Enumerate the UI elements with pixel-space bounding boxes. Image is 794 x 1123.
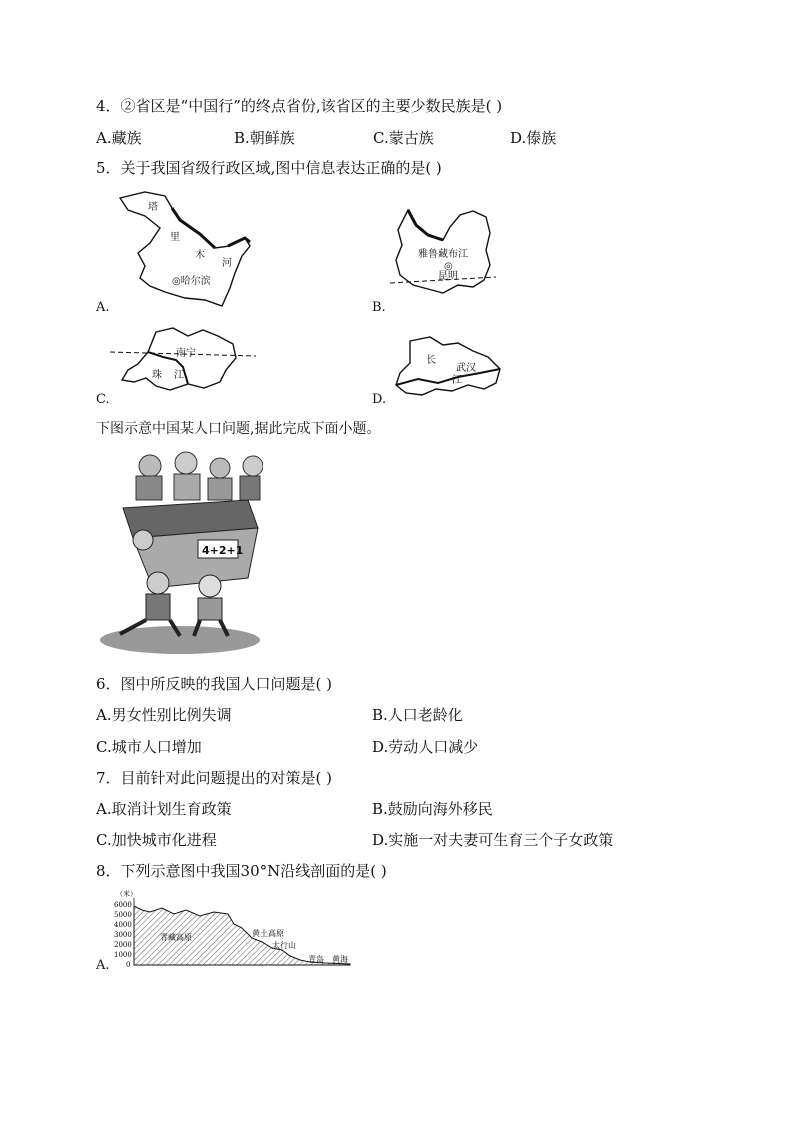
- profile-label-taihang: 太行山: [272, 941, 296, 950]
- q7-stem: 7．目前针对此问题提出的对策是( ): [96, 769, 333, 787]
- q5-stem: 5．关于我国省级行政区域,图中信息表达正确的是( ): [96, 159, 442, 177]
- q5-option-b[interactable]: B.: [372, 300, 386, 315]
- map-b-yunnan: [388, 205, 498, 305]
- q4-stem: 4．②省区是“中国行”的终点省份,该省区的主要少数民族是( ): [96, 97, 503, 115]
- q7-option-d[interactable]: D.实施一对夫妻可生育三个子女政策: [372, 831, 614, 849]
- q5-option-a[interactable]: A.: [96, 300, 110, 315]
- map-d-label-1: 长: [426, 355, 436, 366]
- q4-option-d[interactable]: D.傣族: [510, 129, 557, 147]
- map-a-label-1: 塔: [148, 202, 158, 213]
- q8-stem: 8．下列示意图中我国30°N沿线剖面的是( ): [96, 862, 387, 880]
- q6-option-b[interactable]: B.人口老龄化: [372, 706, 463, 724]
- q5-option-c[interactable]: C.: [96, 392, 110, 407]
- q6-option-d[interactable]: D.劳动人口减少: [372, 738, 479, 756]
- profile-unit: （米）: [116, 890, 137, 898]
- map-c-label-3: 江: [174, 370, 184, 381]
- profile-tick-0: 0: [126, 961, 131, 969]
- profile-tick-3000: 3000: [114, 931, 132, 939]
- q4-option-a[interactable]: A.藏族: [96, 129, 142, 147]
- map-b-label-2: ◎: [444, 261, 453, 272]
- profile-tick-1000: 1000: [114, 951, 132, 959]
- q6-option-a[interactable]: A.男女性别比例失调: [96, 706, 232, 724]
- q4-option-b[interactable]: B.朝鲜族: [234, 129, 295, 147]
- q4-option-c[interactable]: C.蒙古族: [373, 129, 434, 147]
- q6-stem: 6．图中所反映的我国人口问题是( ): [96, 675, 333, 693]
- profile-tick-2000: 2000: [114, 941, 132, 949]
- q6-option-c[interactable]: C.城市人口增加: [96, 738, 202, 756]
- q5-option-d[interactable]: D.: [372, 392, 387, 407]
- map-a-label-3: 木: [195, 250, 205, 261]
- map-c-label-1: 南宁: [176, 348, 196, 359]
- q7-option-a[interactable]: A.取消计划生育政策: [96, 800, 232, 818]
- profile-tick-6000: 6000: [114, 901, 132, 909]
- intro-text: 下图示意中国某人口问题,据此完成下面小题。: [96, 421, 381, 437]
- map-d-label-2: 武汉: [456, 363, 476, 374]
- map-c-guangxi: [108, 322, 258, 397]
- map-d-label-3: 江: [452, 375, 462, 386]
- map-a-heilongjiang: [110, 188, 260, 313]
- map-b-label-3: 昆明: [438, 271, 458, 282]
- profile-tick-4000: 4000: [114, 921, 132, 929]
- profile-label-huanghai: 黄海: [332, 955, 348, 964]
- cartoon-sign: 4+2+1: [202, 544, 244, 557]
- profile-tick-5000: 5000: [114, 911, 132, 919]
- map-d-hubei: [388, 333, 508, 403]
- q7-option-c[interactable]: C.加快城市化进程: [96, 831, 217, 849]
- map-a-label-4: 河: [222, 258, 232, 269]
- q8-option-a[interactable]: A.: [96, 958, 110, 973]
- cartoon-family-burden: [98, 448, 263, 658]
- map-a-label-2: 里: [170, 232, 180, 243]
- profile-label-qingzang: 青藏高原: [160, 933, 192, 942]
- map-b-label-1: 雅鲁藏布江: [418, 249, 468, 260]
- map-a-label-5: ◎哈尔滨: [172, 276, 211, 287]
- q7-option-b[interactable]: B.鼓励向海外移民: [372, 800, 493, 818]
- profile-label-huangtu: 黄土高原: [252, 929, 284, 938]
- map-c-label-2: 珠: [152, 370, 162, 381]
- profile-label-qingdao: 青岛: [308, 955, 324, 964]
- profile-diagram-a: [110, 888, 360, 972]
